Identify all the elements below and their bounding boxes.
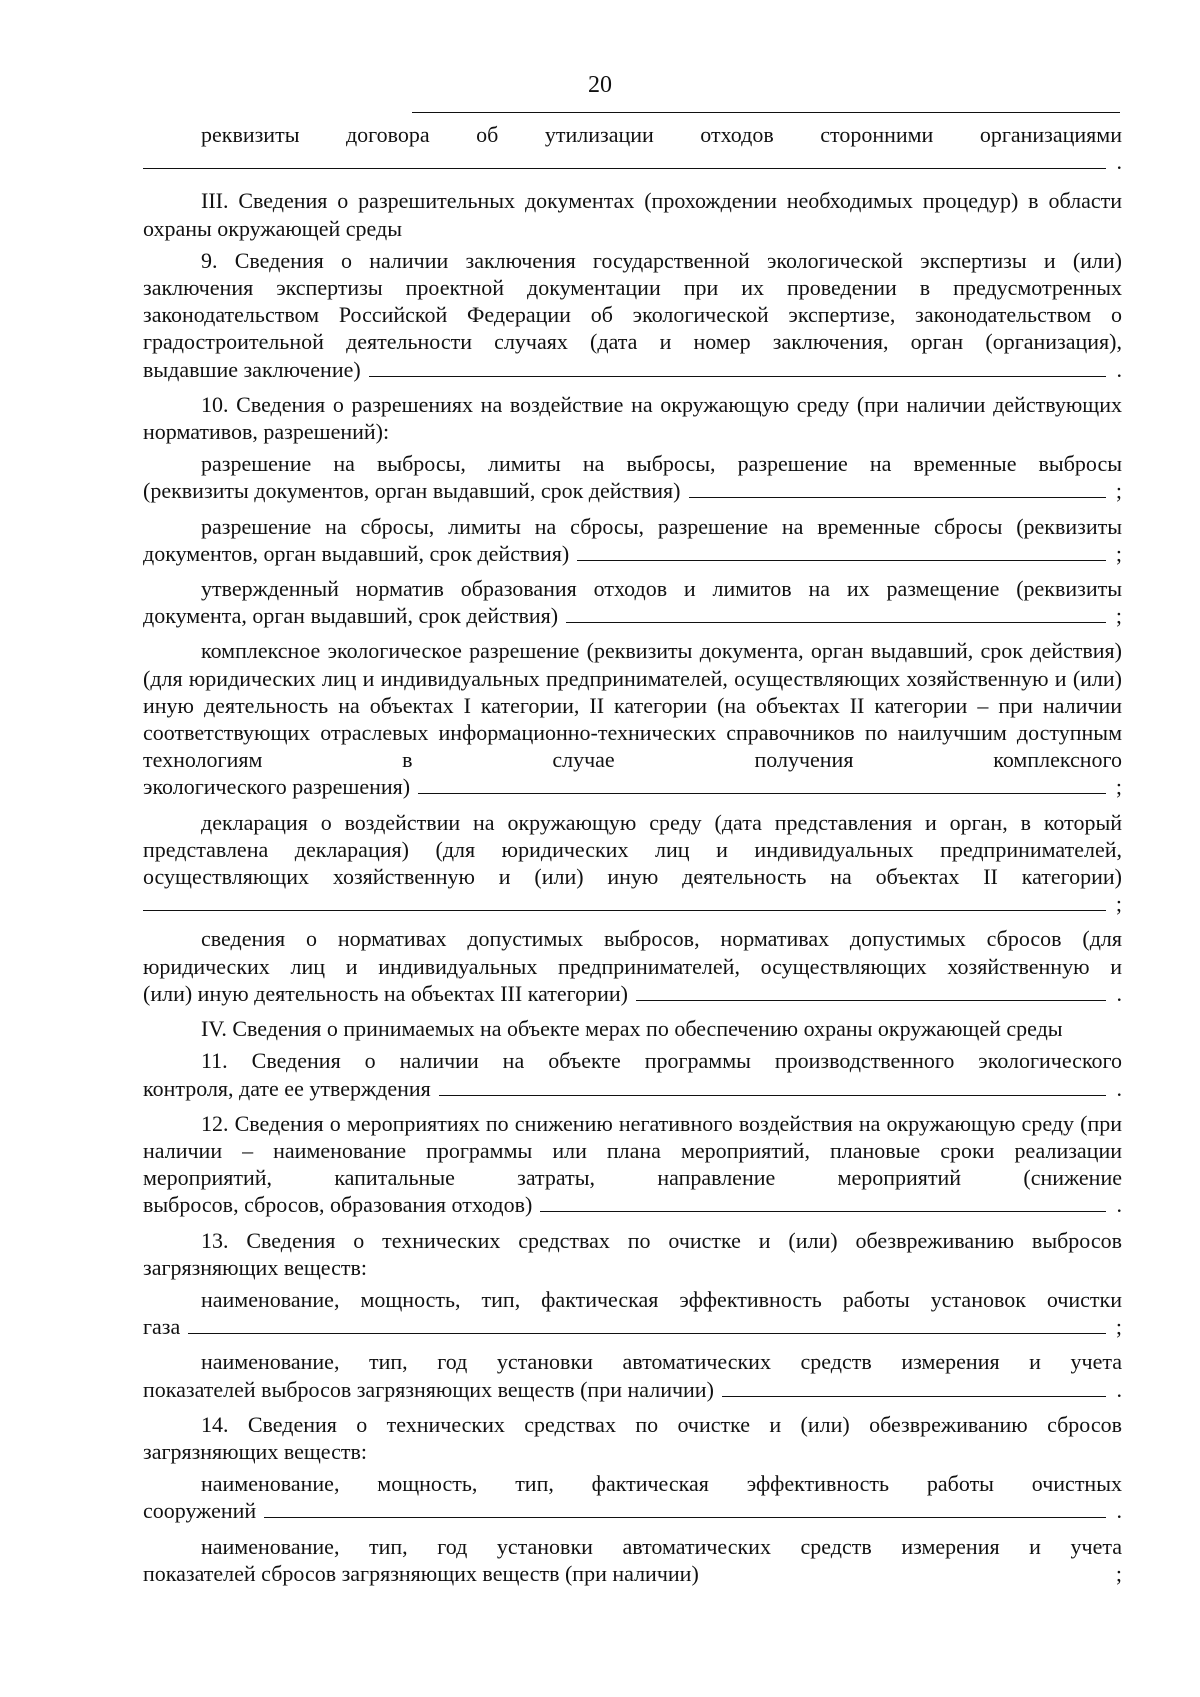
item-10d-field[interactable] [418,775,1106,794]
section-iii-heading: III. Сведения о разрешительных документах (прохождении необходимых процедур) в области охраны окружающей среды [143,188,1122,241]
item-12-last-line [143,1191,1122,1218]
item-10e-field[interactable] [143,892,1106,911]
item-13-text: 13. Сведения о технических средствах по очистке и (или) обезвреживанию выбросов загрязняющих веществ: [143,1227,1122,1280]
line-end-mark: . [1116,356,1122,382]
agreement-details-blank-line [143,148,1122,175]
item-10a-field[interactable] [689,479,1107,498]
line-end-mark: . [1116,149,1122,175]
item-13b-text: наименование, тип, год установки автоматических средств измерения и учета [201,1349,1122,1375]
item-13b-last-line [143,1376,1122,1403]
item-10f-last-line [143,980,1122,1007]
item-12-text: 12. Сведения о мероприятиях по снижению негативного воздействия на окружающую среду (при наличии – наименование программы или плана мероприятий, плановые сроки реализации мероприятий, капитальные затраты, направление мероприятий (снижение [143,1110,1122,1191]
item-13b-label: показателей выбросов загрязняющих веществ (при наличии) [143,1376,714,1402]
item-14a-label: сооружений [143,1498,257,1524]
item-9-last-line [143,356,1122,383]
item-10a-text: разрешение на выбросы, лимиты на выбросы, разрешение на временные выбросы [201,451,1122,477]
line-end-mark: ; [1115,891,1122,917]
section-iv-heading: IV. Сведения о принимаемых на объекте мерах по обеспечению охраны окружающей среды [201,1016,1063,1042]
item-13b-field[interactable] [722,1378,1106,1397]
item-10c-last-line [143,602,1122,629]
item-13a-field[interactable] [188,1315,1106,1334]
item-10b-last-line [143,540,1122,567]
line-end-mark: . [1116,1075,1122,1101]
line-end-mark: ; [1115,774,1122,800]
item-12-field[interactable] [540,1193,1106,1212]
item-10c-field[interactable] [566,604,1106,623]
agreement-details-line: реквизиты договора об утилизации отходов сторонними организациями [201,122,1122,147]
line-end-mark: . [1116,1498,1122,1524]
item-10c-text: утвержденный норматив образования отходов и лимитов на их размещение (реквизиты [201,576,1122,602]
agreement-details-field[interactable] [143,150,1106,169]
item-14b-text: наименование, тип, год установки автоматических средств измерения и учета [201,1533,1122,1559]
item-13a-text: наименование, мощность, тип, фактическая эффективность работы установок очистки [201,1286,1122,1312]
item-14a-text: наименование, мощность, тип, фактическая эффективность работы очистных [201,1471,1122,1497]
line-end-mark: ; [1115,540,1122,566]
item-10e-blank-line [143,890,1122,917]
item-10b-text: разрешение на сбросы, лимиты на сбросы, разрешение на временные сбросы (реквизиты [201,513,1122,539]
item-10f-field[interactable] [636,982,1106,1001]
item-12-label: выбросов, сбросов, образования отходов) [143,1192,533,1218]
item-9-field[interactable] [369,358,1106,377]
item-11-label: контроля, дате ее утверждения [143,1075,431,1101]
item-13a-label: газа [143,1314,181,1340]
item-10f-label: (или) иную деятельность на объектах III категории) [143,980,628,1006]
item-10d-label: экологического разрешения) [143,774,411,800]
item-11-last-line [143,1075,1122,1102]
item-10e-text: декларация о воздействии на окружающую среду (дата представления и орган, в который представлена декларация) (для юридических лиц и индивидуальных предпринимателей, осуществляющих хозяйственную и (или) иную деятельность на объектах II категории) [143,809,1122,890]
item-10-text: 10. Сведения о разрешениях на воздействие на окружающую среду (при наличии действующих нормативов, разрешений): [143,391,1122,445]
item-9-label: выдавшие заключение) [143,356,361,382]
line-end-mark: . [1116,1192,1122,1218]
item-10c-label: документа, орган выдавший, срок действия) [143,603,559,629]
item-14b-last-line [143,1560,1122,1587]
item-10b-field[interactable] [577,542,1106,561]
line-end-mark: . [1116,1376,1122,1402]
header-rule [412,112,1120,113]
item-14b-field[interactable] [707,1562,1106,1581]
item-14-text: 14. Сведения о технических средствах по очистке и (или) обезвреживанию сбросов загрязняющих веществ: [143,1411,1122,1464]
line-end-mark: ; [1115,603,1122,629]
item-10a-label: (реквизиты документов, орган выдавший, срок действия) [143,478,681,504]
item-10b-label: документов, орган выдавший, срок действия) [143,540,570,566]
line-end-mark: . [1116,980,1122,1006]
item-14a-last-line [143,1497,1122,1524]
line-end-mark: ; [1115,1560,1122,1586]
document-body [143,121,1122,1587]
item-14a-field[interactable] [264,1499,1106,1518]
item-10a-last-line [143,477,1122,504]
item-14b-label: показателей сбросов загрязняющих веществ (при наличии) [143,1560,699,1586]
item-9-text: 9. Сведения о наличии заключения государственной экологической экспертизы и (или) заключения экспертизы проектной документации при их проведении в предусмотренных законодательством Российской Федерации об экологической экспертизе, законодательством о градостроительной деятельности случаях (дата и номер заключения, орган (организация), [143,247,1122,355]
item-11-text: 11. Сведения о наличии на объекте программы производственного экологического [201,1048,1122,1074]
item-10f-text: сведения о нормативах допустимых выбросов, нормативах допустимых сбросов (для юридических лиц и индивидуальных предпринимателей, осуществляющих хозяйственную и [143,926,1122,979]
item-10d-text: комплексное экологическое разрешение (реквизиты документа, орган выдавший, срок действия) (для юридических лиц и индивидуальных предпринимателей, осуществляющих хозяйственную и (или) иную деятельность на объектах I категории, II категории (на объектах II категории – при наличии соответствующих отраслевых информационно-технических справочников по наилучшим доступным технологиям в случае получения комплексного [143,638,1122,773]
item-11-field[interactable] [439,1077,1106,1096]
line-end-mark: ; [1115,1314,1122,1340]
item-13a-last-line [143,1313,1122,1340]
item-10d-last-line [143,773,1122,800]
page-number: 20 [588,72,612,98]
line-end-mark: ; [1115,478,1122,504]
